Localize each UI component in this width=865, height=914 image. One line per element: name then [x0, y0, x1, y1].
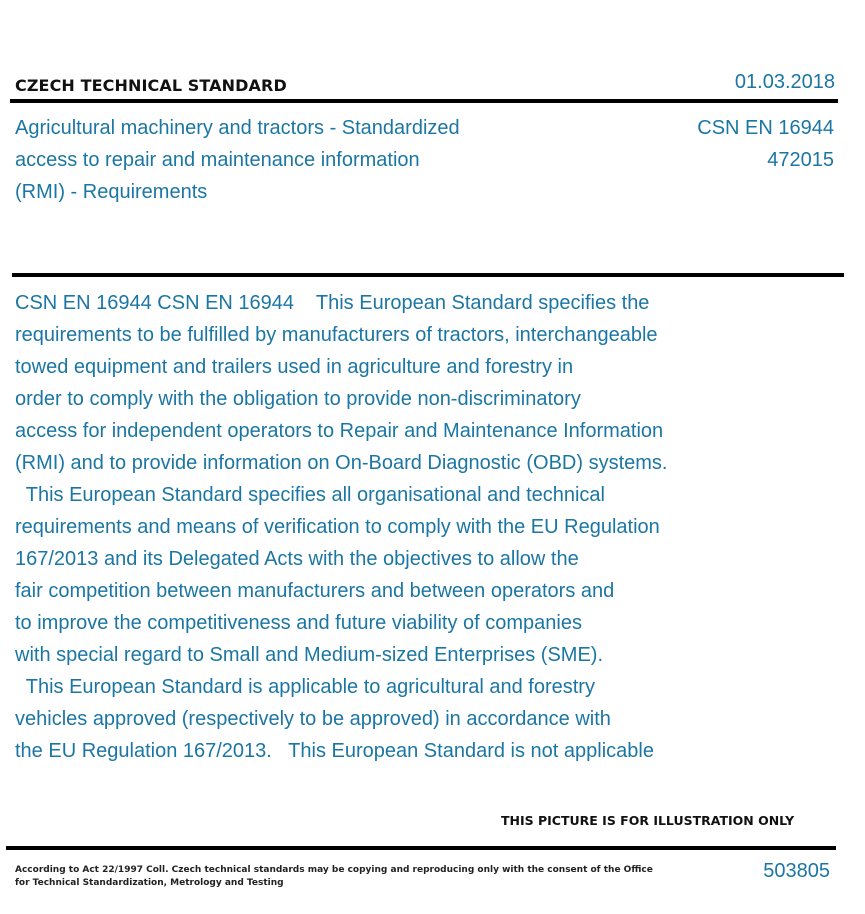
illustration-disclaimer: THIS PICTURE IS FOR ILLUSTRATION ONLY — [501, 813, 795, 828]
standard-type-heading: CZECH TECHNICAL STANDARD — [15, 76, 287, 95]
abstract-line: access for independent operators to Repair and Maintenance Information — [15, 420, 664, 442]
standard-title-line: Agricultural machinery and tractors - Standardized — [15, 117, 460, 139]
standard-title-line: access to repair and maintenance information — [15, 149, 420, 171]
abstract-line: to improve the competitiveness and future viability of companies — [15, 612, 582, 634]
abstract-line: requirements and means of verification to comply with the EU Regulation — [15, 516, 660, 538]
header-divider — [10, 99, 838, 103]
abstract-line: the EU Regulation 167/2013. This European Standard is not applicable — [15, 740, 654, 762]
legal-notice — [15, 864, 653, 890]
abstract-line: towed equipment and trailers used in agriculture and forestry in — [15, 356, 574, 378]
abstract-line: fair competition between manufacturers and between operators and — [15, 580, 615, 602]
abstract-line: This European Standard is applicable to agricultural and forestry — [15, 676, 595, 698]
legal-notice-line: for Technical Standardization, Metrology and Testing — [15, 878, 284, 888]
abstract-line: 167/2013 and its Delegated Acts with the objectives to allow the — [15, 548, 579, 570]
abstract-line: vehicles approved (respectively to be approved) in accordance with — [15, 708, 611, 730]
abstract-line: order to comply with the obligation to provide non-discriminatory — [15, 388, 581, 410]
title-divider — [12, 273, 844, 277]
abstract-text — [15, 287, 745, 767]
footer-divider — [6, 846, 836, 850]
document-number: 503805 — [763, 860, 830, 882]
legal-notice-line: According to Act 22/1997 Coll. Czech technical standards may be copying and reproducing only with the consent of the Office — [15, 865, 653, 875]
standard-code: CSN EN 16944 — [697, 117, 834, 139]
classification-number: 472015 — [767, 149, 834, 171]
abstract-line: This European Standard specifies all organisational and technical — [15, 484, 605, 506]
standard-title-line: (RMI) - Requirements — [15, 181, 208, 203]
abstract-line: CSN EN 16944 CSN EN 16944 This European Standard specifies the — [15, 292, 650, 314]
abstract-line: with special regard to Small and Medium-sized Enterprises (SME). — [15, 644, 603, 666]
publication-date: 01.03.2018 — [734, 71, 835, 93]
standard-title — [15, 112, 535, 208]
abstract-line: (RMI) and to provide information on On-Board Diagnostic (OBD) systems. — [15, 452, 668, 474]
standard-codes — [697, 112, 834, 176]
abstract-line: requirements to be fulfilled by manufacturers of tractors, interchangeable — [15, 324, 658, 346]
